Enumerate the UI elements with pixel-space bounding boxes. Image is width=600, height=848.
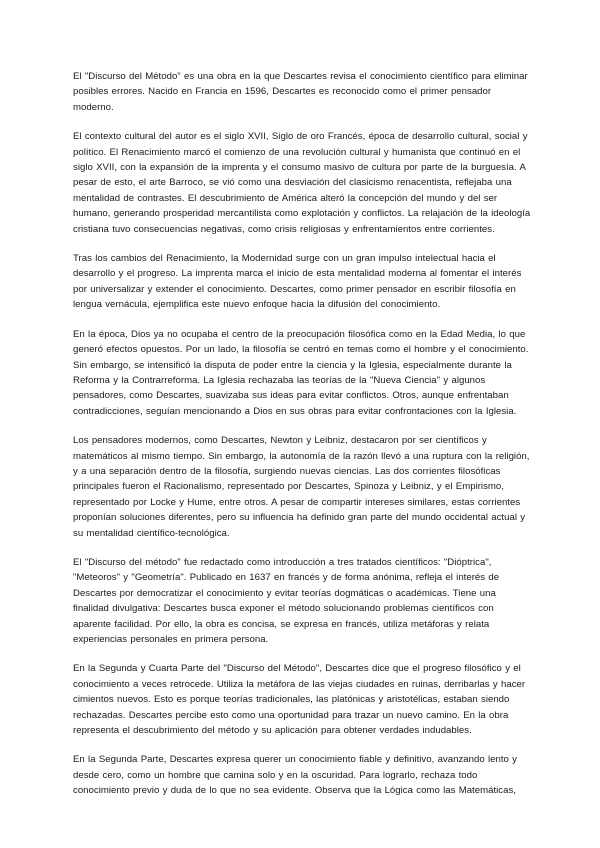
paragraph-7: En la Segunda y Cuarta Parte del "Discurso del Método", Descartes dice que el progreso filosófico y el conocimiento a veces retrocede. Utiliza la metáfora de las viejas ciudades en ruinas, derribarlas y hacer cimientos nuevos. Esto es porque teorías tradicionales, las platónicas y aristotélicas, estaban siendo rechazadas. Descartes percibe esto como una oportunidad para trazar un nuevo camino. En la obra representa el descubrimiento del método y su aplicación para obtener verdades indudables. <box>73 663 526 737</box>
paragraph-2: El contexto cultural del autor es el siglo XVII, Siglo de oro Francés, época de desarrollo cultural, social y político. El Renacimiento marcó el comienzo de una revolución cultural y humanista que continuó en el siglo XVII, con la expansión de la imprenta y el consumo masivo de cultura por parte de la burguesía. A pesar de esto, el arte Barroco, se vió como una desviación del clasicismo renacentista, reflejaba una mentalidad de contrastes. El descubrimiento de América alteró la concepción del mundo y del ser humano, generando prosperidad mercantilista como explotación y conflictos. La relajación de la ideología cristiana tuvo consecuencias negativas, como crisis religiosas y enfrentamientos entre corrientes. <box>73 131 531 235</box>
paragraph-5: Los pensadores modernos, como Descartes, Newton y Leibniz, destacaron por ser científicos y matemáticos al mismo tiempo. Sin embargo, la autonomía de la razón llevó a una ruptura con la religión, y a una separación dentro de la filosofía, surgiendo nuevas ciencias. Las dos corrientes filosóficas principales fueron el Racionalismo, representado por Descartes, Spinoza y Leibniz, y el Empirismo, representado por Locke y Hume, entre otros. A pesar de compartir intereses similares, estas corrientes proponían soluciones diferentes, pero su influencia ha definido gran parte del mundo occidental actual y su mentalidad científico-tecnológica. <box>73 435 530 539</box>
document-body <box>73 69 531 813</box>
paragraph-3: Tras los cambios del Renacimiento, la Modernidad surge con un gran impulso intelectual hacia el desarrollo y el progreso. La imprenta marca el inicio de esta mentalidad moderna al fomentar el interés por universalizar y extender el conocimiento. Descartes, como primer pensador en escribir filosofía en lengua vernácula, ejemplifica este nuevo enfoque hacia la difusión del conocimiento. <box>73 253 522 311</box>
paragraph-8: En la Segunda Parte, Descartes expresa querer un conocimiento fiable y definitivo, avanzando lento y desde cero, como un hombre que camina solo y en la oscuridad. Para lograrlo, rechaza todo conocimiento previo y duda de lo que no sea evidente. Observa que la Lógica como las Matemáticas, <box>73 754 517 797</box>
paragraph-6: El "Discurso del método" fue redactado como introducción a tres tratados científicos: "Dióptrica", "Meteoros" y "Geometría". Publicado en 1637 en francés y de forma anónima, refleja el interés de Descartes por democratizar el conocimiento y evitar teorías dogmáticas o académicas. Tiene una finalidad divulgativa: Descartes busca exponer el método solucionando problemas científicos con aparente facilidad. Por ello, la obra es concisa, se expresa en francés, utiliza metáforas y relata experiencias personales en primera persona. <box>73 556 500 645</box>
paragraph-4: En la época, Dios ya no ocupaba el centro de la preocupación filosófica como en la Edad Media, lo que generó efectos opuestos. Por un lado, la filosofía se centró en temas como el hombre y el conocimiento. Sin embargo, se intensificó la disputa de poder entre la ciencia y la Iglesia, especialmente durante la Reforma y la Contrarreforma. La Iglesia rechazaba las teorías de la "Nueva Ciencia" y algunos pensadores, como Descartes, suavizaba sus ideas para evitar conflictos. Otros, aunque enfrentaban contradicciones, seguían mencionando a Dios en sus obras para evitar confrontaciones con la Iglesia. <box>73 328 529 417</box>
paragraph-1: El "Discurso del Método" es una obra en la que Descartes revisa el conocimiento científico para eliminar posibles errores. Nacido en Francia en 1596, Descartes es reconocido como el primer pensador moderno. <box>73 71 528 113</box>
